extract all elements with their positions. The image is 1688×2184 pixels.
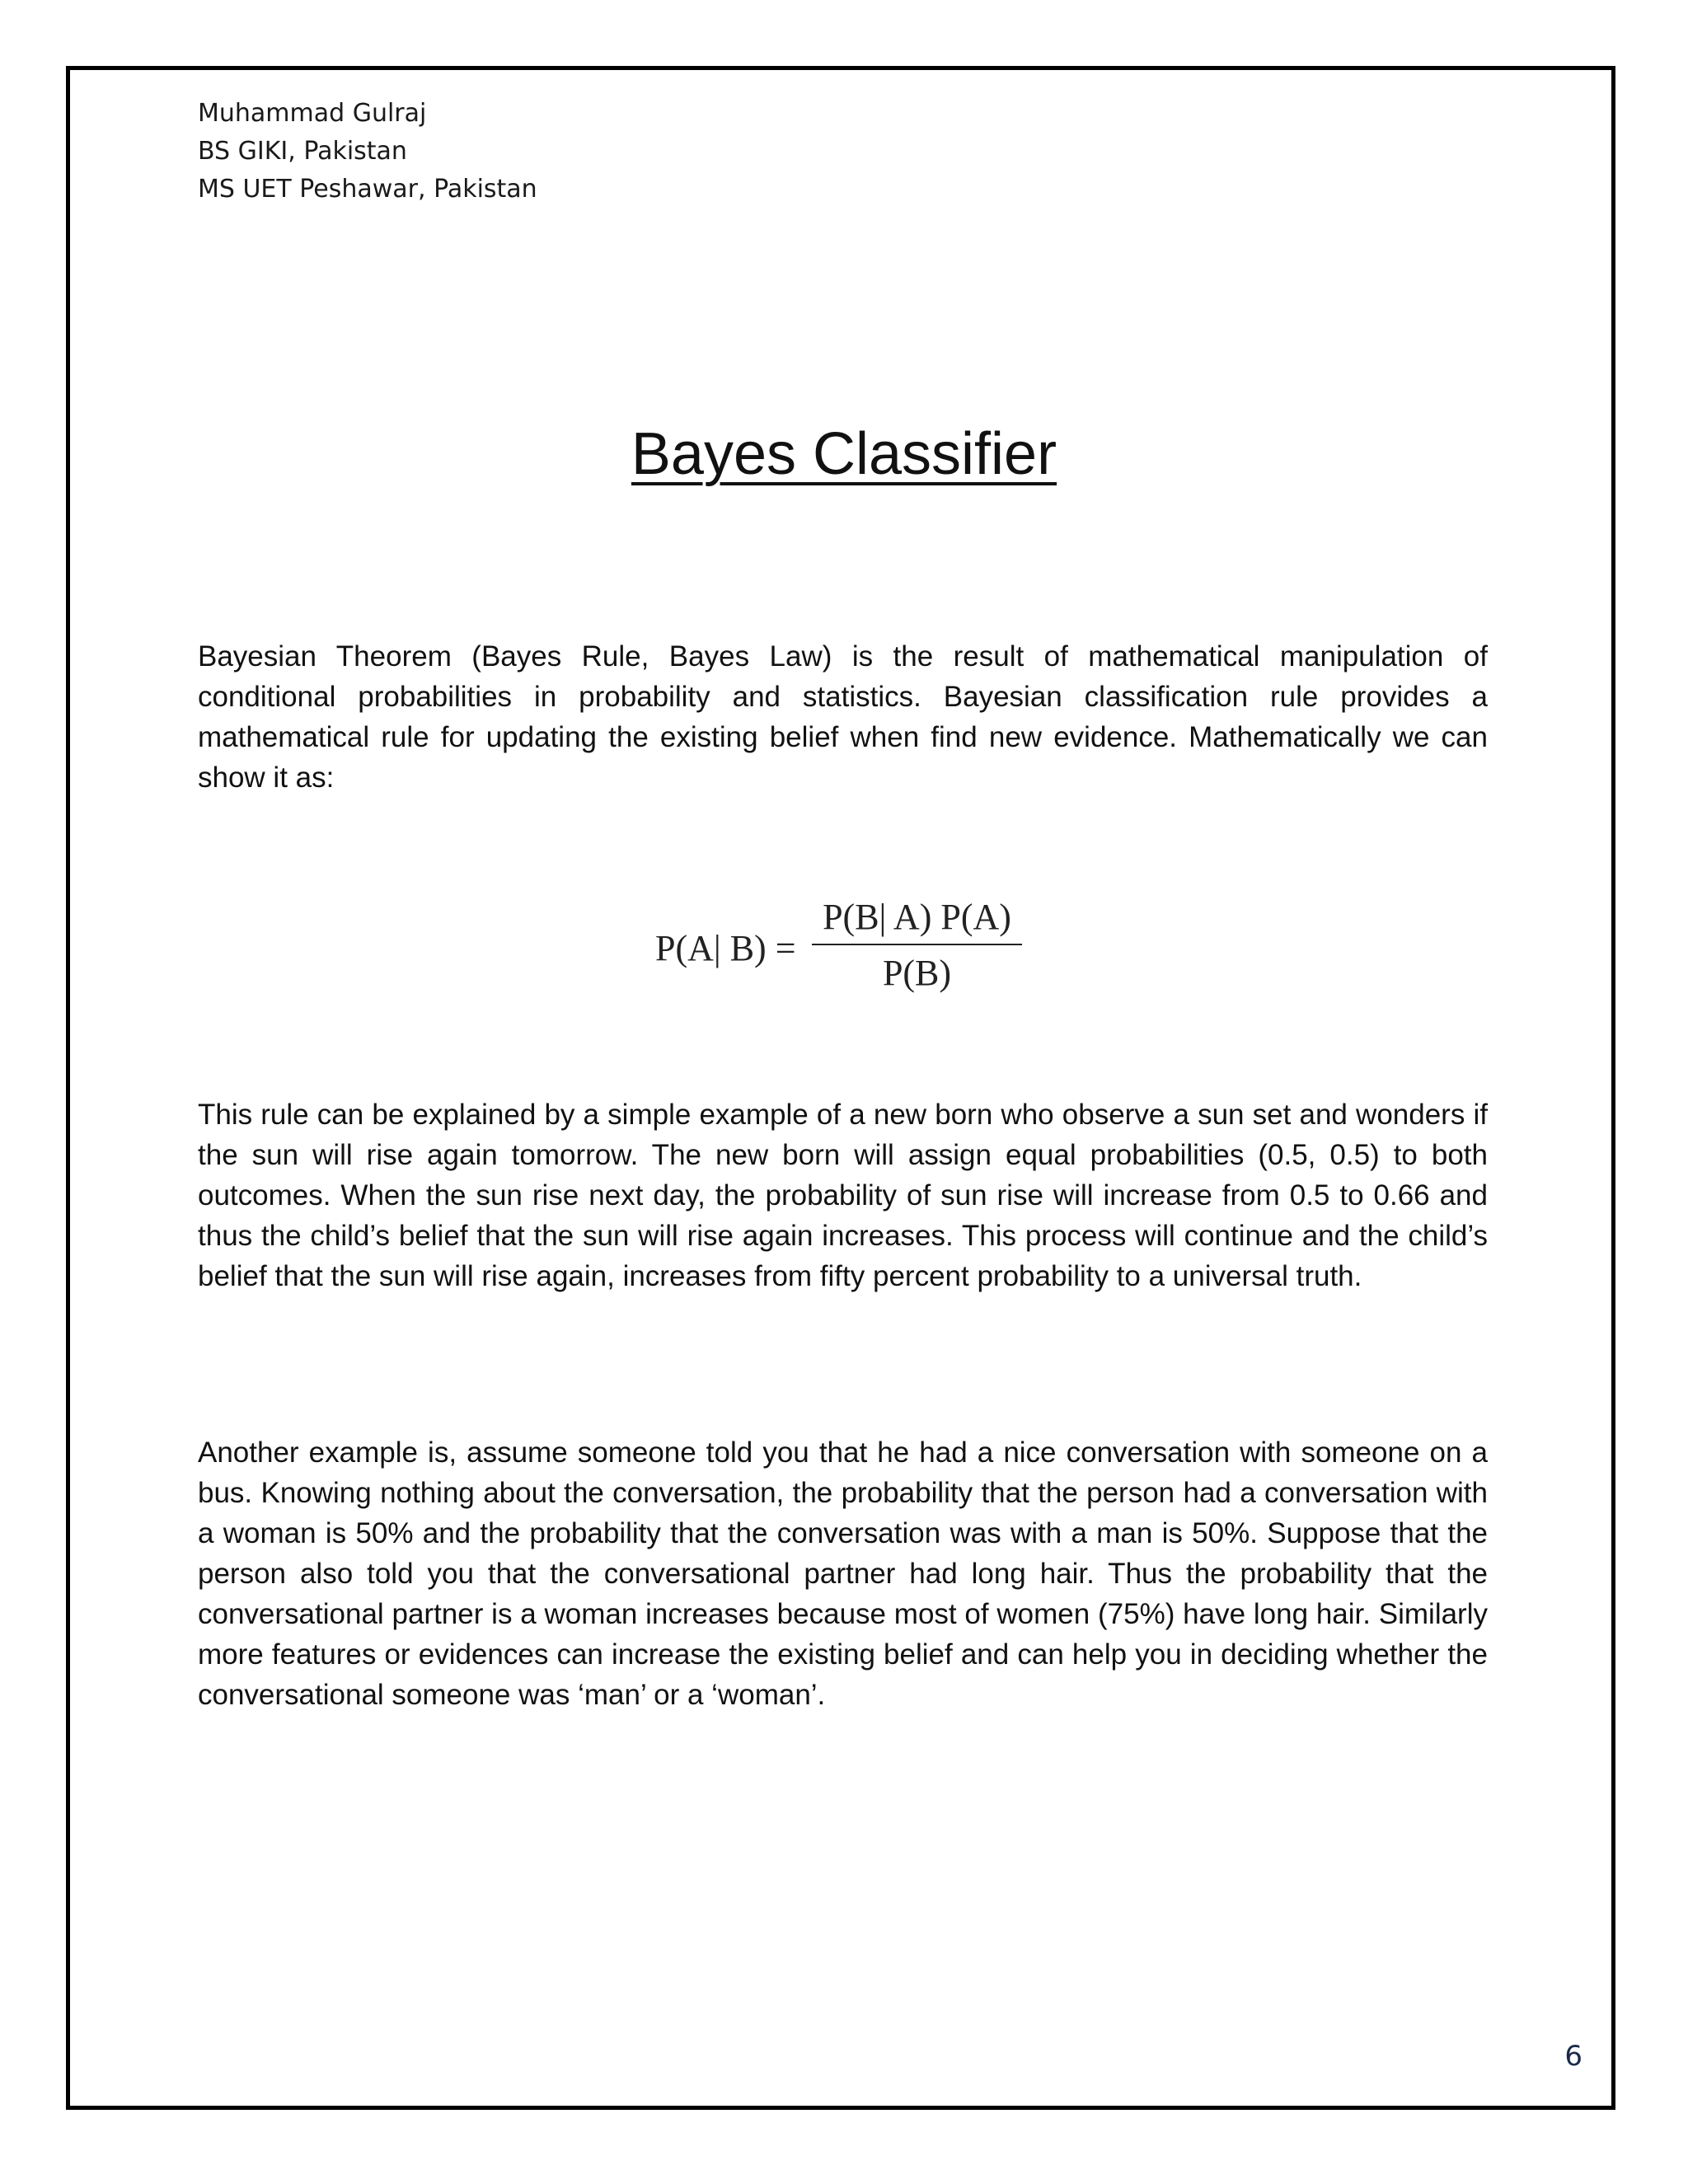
page-number: 6: [1564, 2040, 1582, 2073]
equation-fraction: [812, 894, 1022, 996]
bayes-equation: [655, 894, 1034, 1001]
paragraph-sunrise-example: This rule can be explained by a simple example of a new born who observe a sun set and wonders if the sun will rise again tomorrow. The new born will assign equal probabilities (0.5, 0.5) to both outcomes. When the sun rise next day, the probability of sun rise will increase from 0.5 to 0.66 and thus the child’s belief that the sun will rise again increases. This process will continue and the child’s belief that the sun will rise again, increases from fifty percent probability to a universal truth.: [198, 1099, 1488, 1292]
equation-numerator: P(B| A) P(A): [823, 897, 1011, 937]
page-title: Bayes Classifier: [631, 421, 1057, 487]
page-border: [66, 66, 1615, 2110]
equation-lhs: P(A| B) =: [655, 928, 796, 968]
author-degree-bs: BS GIKI, Pakistan: [198, 137, 407, 166]
fraction-bar: [812, 944, 1022, 945]
equation-denominator: P(B): [882, 953, 952, 993]
author-name: Muhammad Gulraj: [198, 99, 427, 128]
paragraph-conversation-example: Another example is, assume someone told you that he had a nice conversation with someone on a bus. Knowing nothing about the conversation, the probability that the person had a conversation with a woman is 50% and the probability that the conversation was with a man is 50%. Suppose that the person also told you that the conversational partner had long hair. Thus the probability that the conversational partner is a woman increases because most of women (75%) have long hair. Similarly more features or evidences can increase the existing belief and can help you in deciding whether the conversational someone was ‘man’ or a ‘woman’.: [198, 1436, 1488, 1711]
author-degree-ms: MS UET Peshawar, Pakistan: [198, 175, 537, 204]
paragraph-intro: Bayesian Theorem (Bayes Rule, Bayes Law) is the result of mathematical manipulation of conditional probabilities in probability and statistics. Bayesian classification rule provides a mathematical rule for updating the existing belief when find new evidence. Mathematically we can show it as:: [198, 640, 1488, 794]
author-block: [198, 95, 537, 209]
